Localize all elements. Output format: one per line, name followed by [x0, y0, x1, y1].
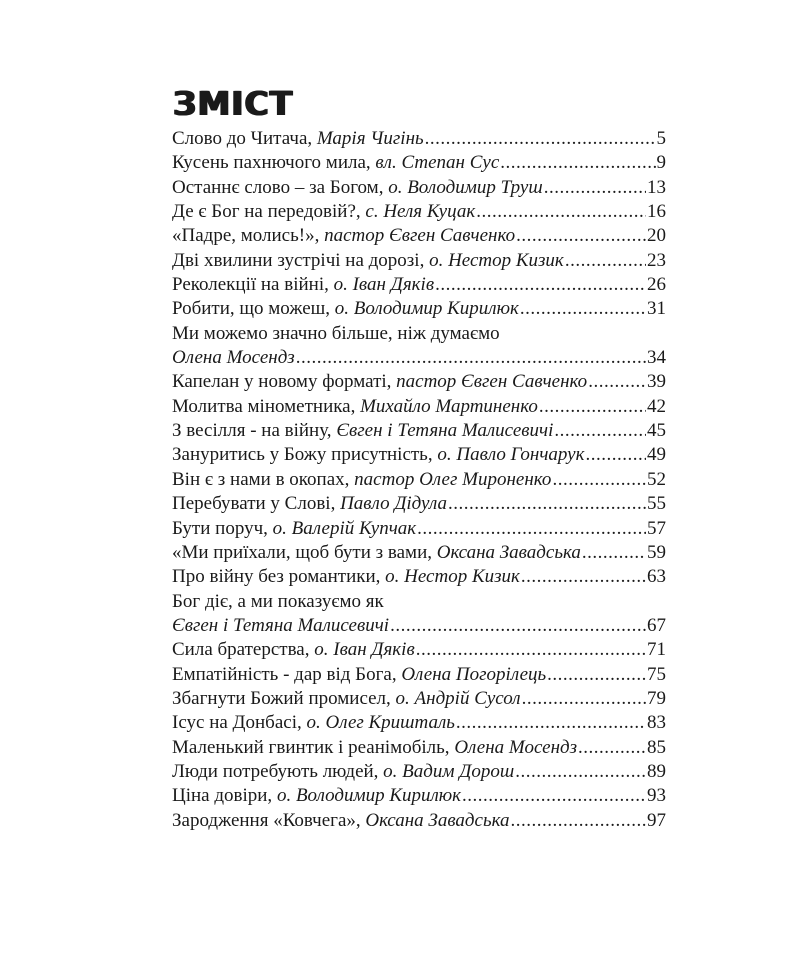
dot-leader [511, 810, 646, 832]
entry-title: Бути поруч, [172, 517, 268, 539]
dot-leader [435, 274, 646, 296]
dot-leader [516, 225, 646, 247]
dot-leader [417, 518, 646, 540]
entry-title: Слово до Читача, [172, 128, 313, 149]
dot-leader [544, 177, 646, 199]
entry-page: 93 [647, 785, 666, 807]
entry-page: 59 [647, 541, 666, 563]
entry-title: Де є Бог на передовій?, [172, 201, 361, 223]
entry-title: Ми можемо значно більше, ніж думаємо [172, 322, 500, 344]
entry-page: 75 [647, 663, 666, 685]
toc-entry-title-line [172, 323, 666, 347]
dot-leader [565, 250, 646, 272]
entry-author: о. Іван Дяків [333, 274, 435, 296]
toc-entry [172, 420, 666, 444]
entry-page: 26 [647, 274, 666, 296]
entry-author: о. Нестор Кизик [385, 566, 520, 588]
entry-title: Молитва мінометника, [172, 395, 356, 417]
dot-leader [425, 128, 656, 150]
entry-page: 9 [656, 152, 666, 174]
dot-leader [462, 785, 646, 807]
toc-entry [172, 177, 666, 201]
toc-entry [172, 664, 666, 688]
entry-page: 71 [647, 639, 666, 661]
entry-author: о. Андрій Сусол [395, 687, 521, 709]
toc-entry [172, 712, 666, 736]
entry-author: Олена Мосендз [172, 347, 295, 369]
entry-author: Олена Погорілець [401, 663, 547, 685]
dot-leader [500, 152, 655, 174]
entry-author: о. Валерій Купчак [272, 517, 417, 539]
entry-page: 57 [647, 517, 666, 539]
entry-title: «Ми приїхали, щоб бути з вами, [172, 541, 432, 563]
toc-entry [172, 128, 666, 152]
entry-title: Перебувати у Слові, [172, 493, 336, 515]
entry-title: Збагнути Божий промисел, [172, 687, 391, 709]
entry-page: 97 [647, 809, 666, 831]
toc-entry [172, 493, 666, 517]
entry-title: «Падре, молись!», [172, 225, 320, 247]
entry-author: о. Володимир Труш [388, 176, 543, 198]
dot-leader [582, 542, 646, 564]
toc-entry [172, 444, 666, 468]
toc-entry [172, 152, 666, 176]
dot-leader [390, 615, 646, 637]
dot-leader [296, 347, 646, 369]
entry-page: 20 [647, 225, 666, 247]
toc-entry [172, 518, 666, 542]
toc-entry [172, 274, 666, 298]
entry-page: 49 [647, 444, 666, 466]
toc-entry [172, 225, 666, 249]
entry-author: Олена Мосендз [454, 736, 578, 758]
entry-page: 63 [647, 566, 666, 588]
toc-entry [172, 298, 666, 322]
toc-entry [172, 542, 666, 566]
toc-entry [172, 810, 666, 834]
toc-entry [172, 201, 666, 225]
dot-leader [552, 469, 646, 491]
entry-page: 89 [647, 760, 666, 782]
table-of-contents [172, 128, 666, 834]
toc-entry [172, 371, 666, 395]
dot-leader [515, 761, 646, 783]
dot-leader [547, 664, 646, 686]
entry-page: 55 [647, 493, 666, 515]
dot-leader [554, 420, 646, 442]
dot-leader [416, 639, 646, 661]
entry-title: Кусень пахнючого мила, [172, 152, 371, 174]
entry-author: Євген і Тетяна Малисевичі [336, 420, 554, 442]
entry-author: пастор Євген Савченко [324, 225, 516, 247]
entry-page: 83 [647, 712, 666, 734]
toc-entry-author-line [172, 347, 666, 371]
dot-leader [476, 201, 646, 223]
page-title: ЗМІСТ [173, 84, 294, 123]
entry-title: Останнє слово – за Богом, [172, 176, 384, 198]
entry-author: Євген і Тетяна Малисевичі [172, 614, 390, 636]
toc-entry [172, 785, 666, 809]
entry-title: Капелан у новому форматі, [172, 371, 392, 393]
toc-entry [172, 566, 666, 590]
toc-entry [172, 761, 666, 785]
entry-page: 5 [656, 128, 666, 149]
entry-page: 16 [647, 201, 666, 223]
entry-title: Бог діє, а ми показуємо як [172, 590, 384, 612]
entry-page: 39 [647, 371, 666, 393]
entry-author: о. Олег Кришталь [306, 712, 455, 734]
entry-title: Люди потребують людей, [172, 760, 379, 782]
toc-entry [172, 250, 666, 274]
entry-title: Про війну без романтики, [172, 566, 381, 588]
entry-author: вл. Степан Сус [375, 152, 500, 174]
dot-leader [456, 712, 646, 734]
entry-author: о. Вадим Дорош [383, 760, 515, 782]
toc-entry [172, 688, 666, 712]
entry-author: Павло Дідула [340, 493, 447, 515]
entry-title: Ісус на Донбасі, [172, 712, 302, 734]
entry-author: пастор Євген Савченко [396, 371, 588, 393]
entry-author: Марія Чигінь [316, 128, 424, 149]
entry-author: с. Неля Куцак [365, 201, 476, 223]
entry-author: о. Володимир Кирилюк [334, 298, 519, 320]
entry-author: о. Павло Гончарук [437, 444, 585, 466]
entry-author: пастор Олег Мироненко [354, 468, 552, 490]
entry-author: о. Іван Дяків [314, 639, 415, 661]
entry-author: Оксана Завадська [365, 809, 510, 831]
toc-entry-author-line [172, 615, 666, 639]
toc-entry-title-line [172, 591, 666, 615]
dot-leader [585, 444, 646, 466]
entry-title: Робити, що можеш, [172, 298, 331, 320]
dot-leader [448, 493, 646, 515]
entry-page: 31 [647, 298, 666, 320]
entry-title: Дві хвилини зустрічі на дорозі, [172, 249, 425, 271]
entry-author: Михайло Мартиненко [360, 395, 538, 417]
entry-title: Ціна довіри, [172, 785, 273, 807]
entry-title: Зародження «Ковчега», [172, 809, 361, 831]
entry-title: Зануритись у Божу присутність, [172, 444, 433, 466]
entry-title: Сила братерства, [172, 639, 310, 661]
toc-entry [172, 737, 666, 761]
dot-leader [521, 566, 646, 588]
dot-leader [578, 737, 646, 759]
entry-page: 52 [647, 468, 666, 490]
entry-title: Маленький гвинтик і реанімобіль, [172, 736, 450, 758]
dot-leader [520, 298, 646, 320]
entry-page: 13 [647, 176, 666, 198]
dot-leader [522, 688, 646, 710]
entry-page: 34 [647, 347, 666, 369]
entry-author: Оксана Завадська [436, 541, 581, 563]
entry-author: о. Нестор Кизик [429, 249, 564, 271]
entry-title: Емпатійність - дар від Бога, [172, 663, 397, 685]
toc-entry [172, 469, 666, 493]
entry-author: о. Володимир Кирилюк [276, 785, 462, 807]
entry-page: 23 [647, 249, 666, 271]
entry-page: 42 [647, 395, 666, 417]
entry-title: З весілля - на війну, [172, 420, 332, 442]
entry-page: 45 [647, 420, 666, 442]
entry-page: 67 [647, 614, 666, 636]
toc-entry [172, 396, 666, 420]
dot-leader [588, 371, 646, 393]
toc-entry [172, 639, 666, 663]
entry-page: 79 [647, 687, 666, 709]
entry-page: 85 [647, 736, 666, 758]
entry-title: Реколекції на війні, [172, 274, 329, 296]
dot-leader [539, 396, 646, 418]
entry-title: Він є з нами в окопах, [172, 468, 350, 490]
